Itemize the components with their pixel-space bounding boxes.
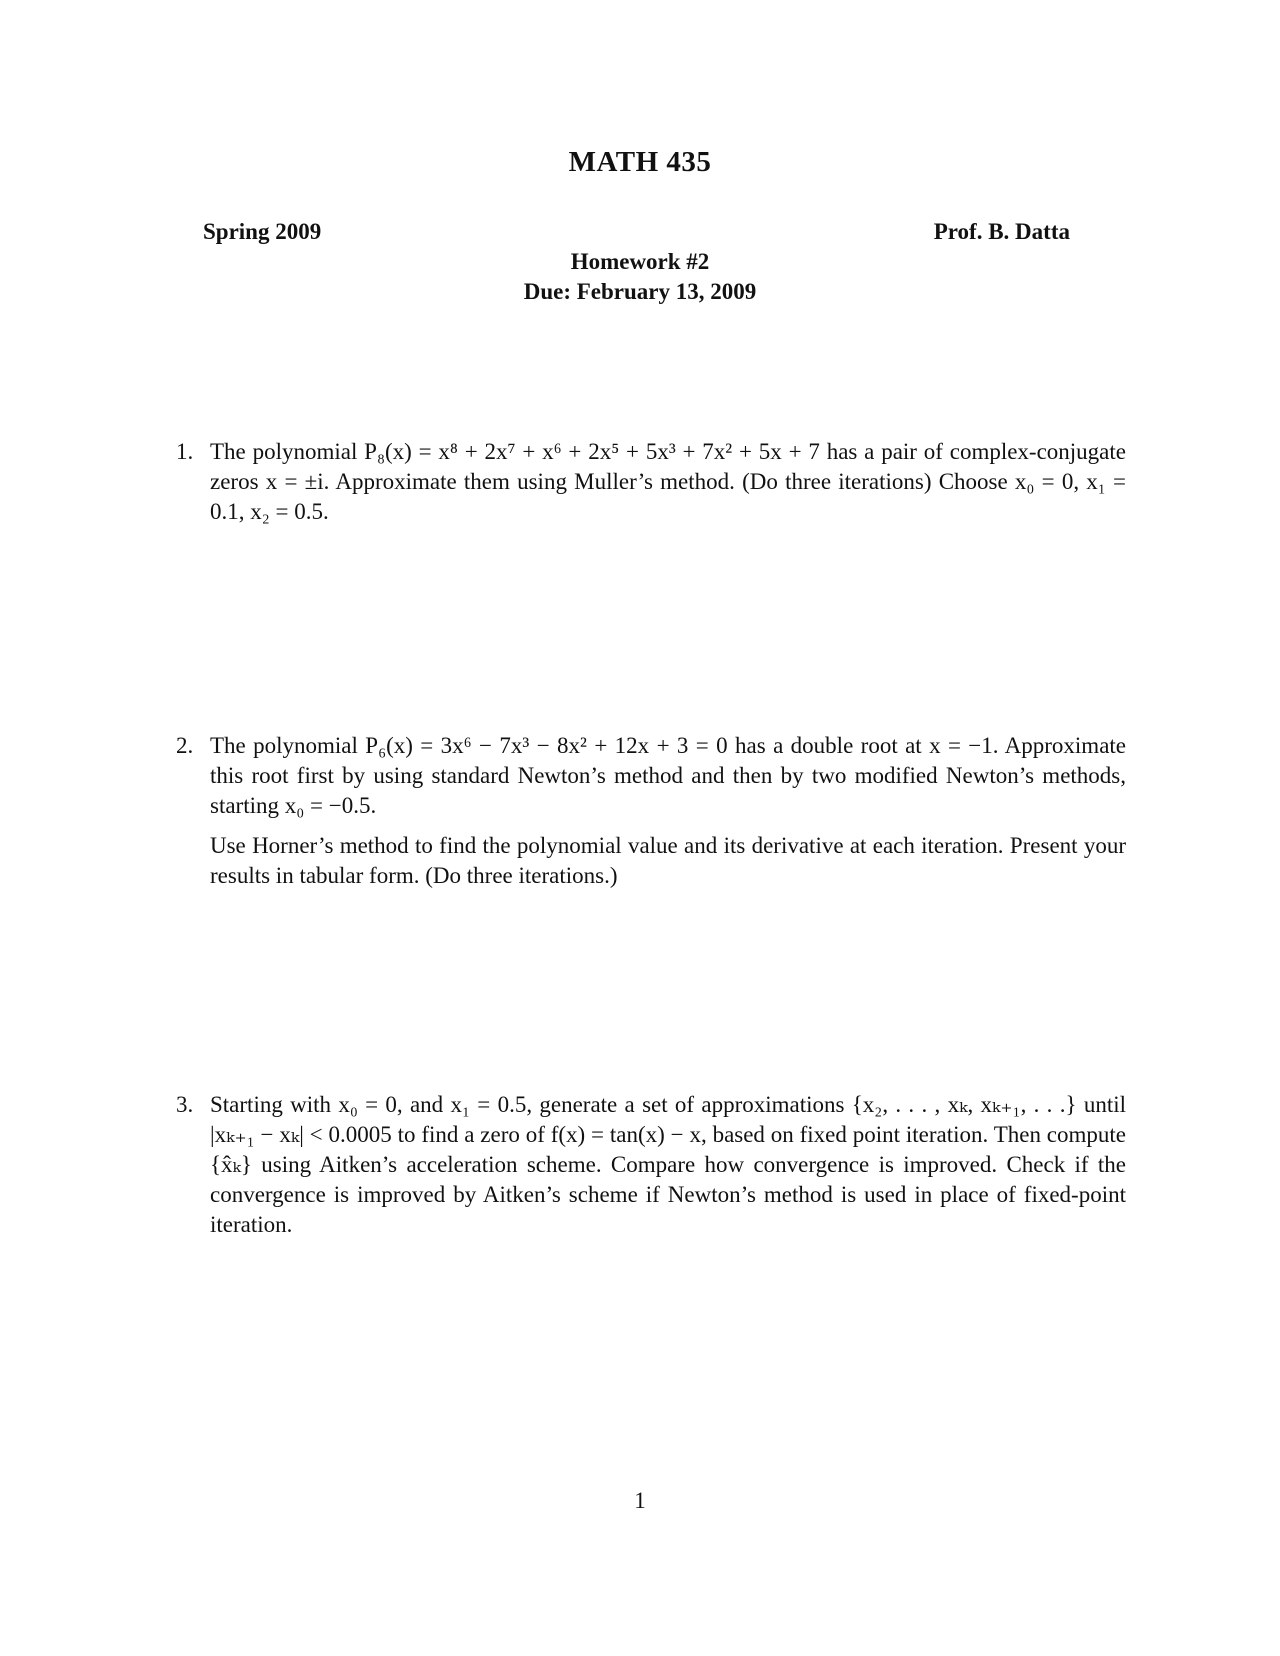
term-label: Spring 2009 <box>203 219 322 244</box>
due-date: Due: February 13, 2009 <box>523 279 757 304</box>
problem-3 <box>176 1090 1126 1240</box>
problem-number: 2. <box>176 733 194 758</box>
problem-text: Starting with x₀ = 0, and x₁ = 0.5, generate a set of approximations {x₂, . . . , xₖ, xₖ₊₁, . . .} until |xₖ₊₁ − xₖ| < 0.0005 to find a zero of f(x) = tan(x) − x, based on fixed point iteration. Then compute {x̂ₖ} using Aitken’s acceleration scheme. Compare how convergence is improved. Check if the convergence is improved by Aitken’s scheme if Newton’s method is used in place of fixed-point iteration. <box>210 1092 1126 1237</box>
instructor-label: Prof. B. Datta <box>933 219 1070 244</box>
problem-text: The polynomial P₆(x) = 3x⁶ − 7x³ − 8x² + 12x + 3 = 0 has a double root at x = −1. Approximate this root first by using standard Newton’s method and then by two modified Newton’s methods, starting x₀ = −0.5. <box>210 733 1126 818</box>
assignment-title: Homework #2 <box>570 249 710 274</box>
problem-2 <box>176 731 1126 891</box>
problem-text-continued: Use Horner’s method to find the polynomial value and its derivative at each iteration. Present your results in tabular form. (Do three iterations.) <box>210 833 1126 888</box>
problem-number: 1. <box>176 439 194 464</box>
course-title: MATH 435 <box>568 146 712 178</box>
problem-1 <box>176 437 1126 527</box>
page-number: 1 <box>634 1488 646 1513</box>
problem-number: 3. <box>176 1092 194 1117</box>
problem-text: The polynomial P₈(x) = x⁸ + 2x⁷ + x⁶ + 2x⁵ + 5x³ + 7x² + 5x + 7 has a pair of complex-conjugate zeros x = ±i. Approximate them using Muller’s method. (Do three iterations) Choose x₀ = 0, x₁ = 0.1, x₂ = 0.5. <box>210 439 1126 524</box>
